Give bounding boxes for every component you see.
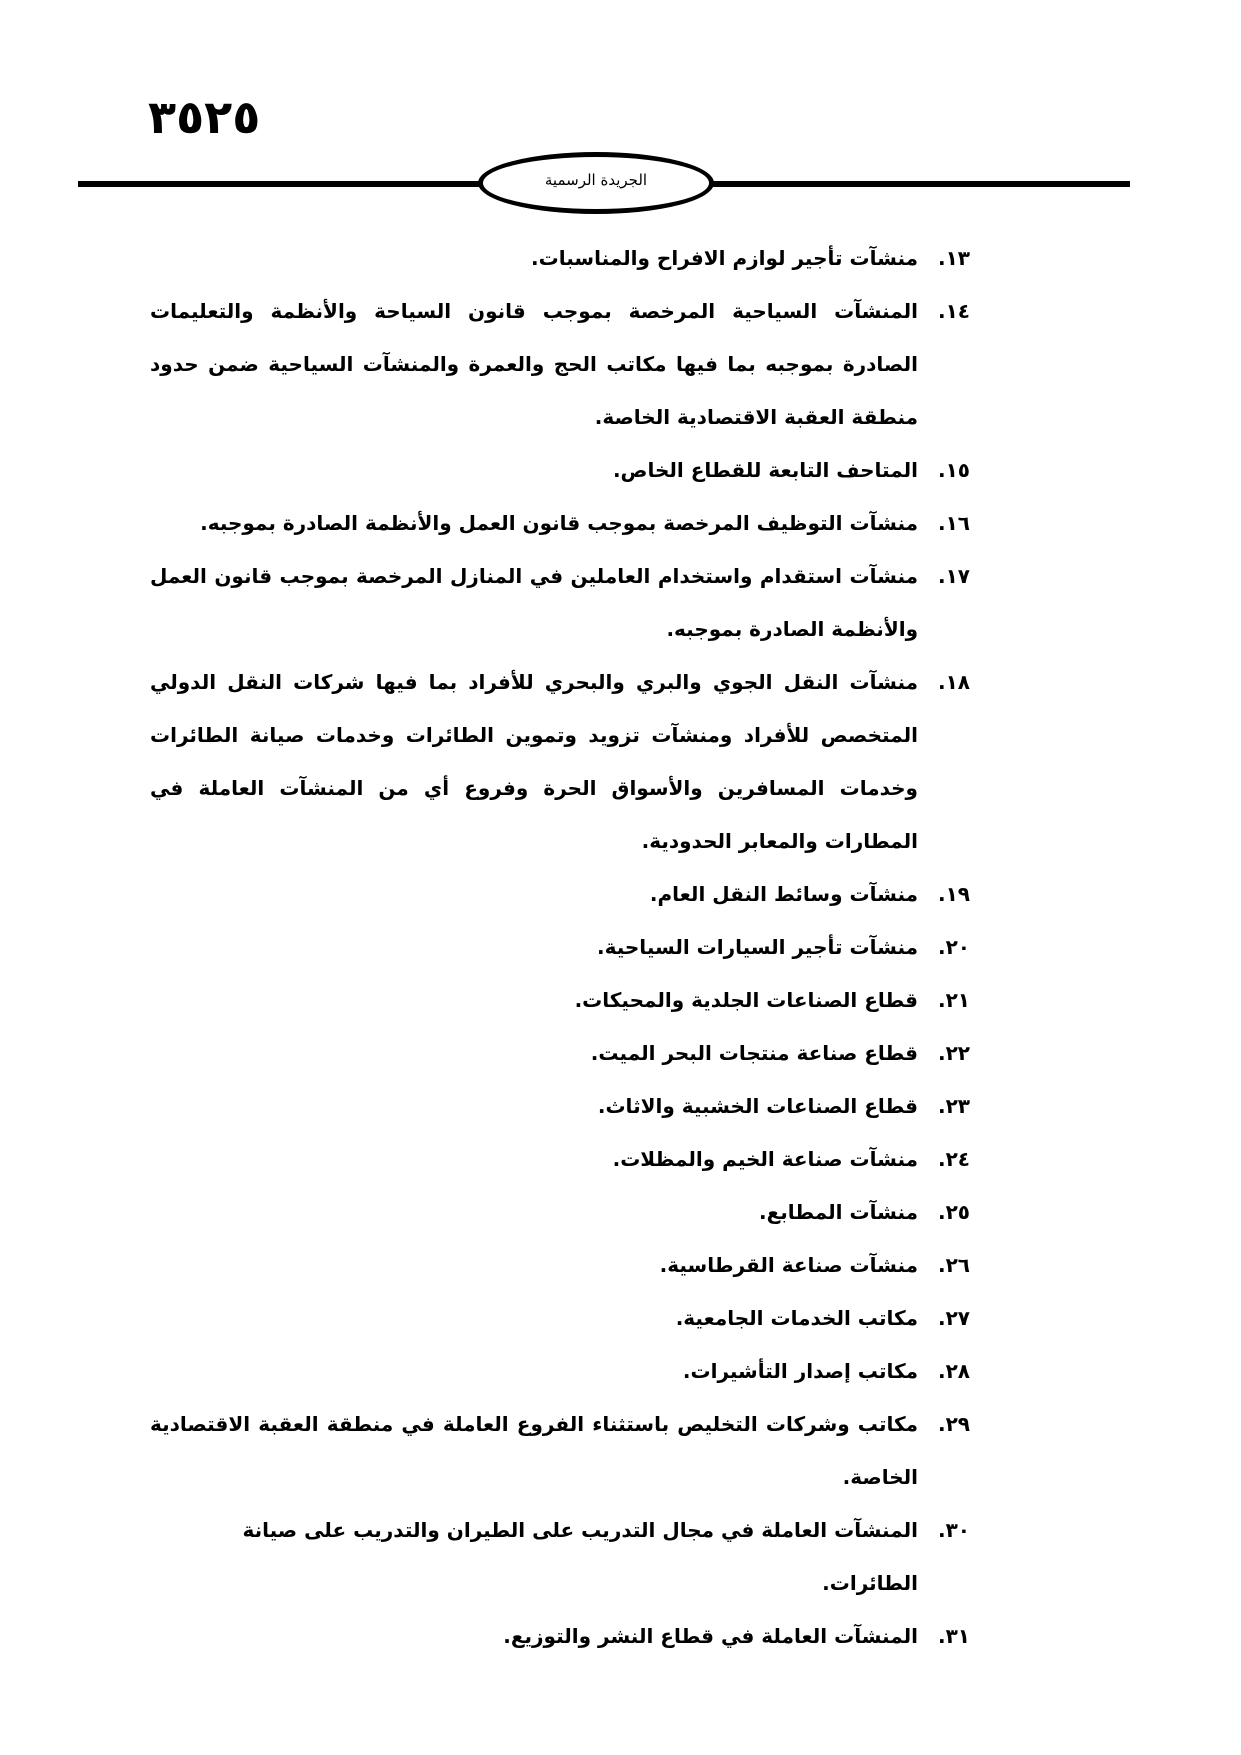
item-number: ٢٩.	[937, 1412, 970, 1436]
item-number: ٢٦.	[937, 1253, 970, 1277]
list-item	[150, 921, 970, 974]
item-number: ١٦.	[937, 511, 970, 535]
list-item	[150, 1239, 970, 1292]
list-item	[150, 1292, 970, 1345]
item-text: قطاع صناعة منتجات البحر الميت.	[590, 1041, 918, 1065]
list-item	[150, 868, 970, 921]
item-number: ٢٥.	[937, 1200, 970, 1224]
header-oval	[478, 152, 714, 214]
item-number: ٢٧.	[937, 1306, 970, 1330]
item-number: ٢٠.	[937, 935, 970, 959]
item-number: ٢١.	[937, 988, 970, 1012]
item-text: قطاع الصناعات الخشبية والاثاث.	[597, 1094, 918, 1118]
item-number: ٢٢.	[937, 1041, 970, 1065]
item-text: منشآت تأجير لوازم الافراح والمناسبات.	[531, 246, 918, 270]
list-item	[150, 1186, 970, 1239]
list-item	[150, 285, 970, 444]
item-number: ٢٣.	[937, 1094, 970, 1118]
list-item	[150, 550, 970, 656]
item-text: مكاتب وشركات التخليص باستثناء الفروع العاملة في منطقة العقبة الاقتصادية الخاصة.	[150, 1412, 918, 1489]
item-number: ١٧.	[937, 564, 970, 588]
item-text: المنشآت العاملة في قطاع النشر والتوزيع.	[503, 1624, 918, 1648]
item-text: منشآت تأجير السيارات السياحية.	[597, 935, 918, 959]
list-item	[150, 497, 970, 550]
establishments-list	[150, 232, 970, 1663]
item-text: منشآت التوظيف المرخصة بموجب قانون العمل والأنظمة الصادرة بموجبه.	[200, 511, 918, 535]
page-number: ٣٥٢٥	[148, 90, 261, 144]
item-number: ١٩.	[937, 882, 970, 906]
list-item	[150, 232, 970, 285]
item-number: ٣٠.	[937, 1518, 970, 1542]
list-item	[150, 1133, 970, 1186]
list-item	[150, 1080, 970, 1133]
item-text: مكاتب الخدمات الجامعية.	[675, 1306, 918, 1330]
item-text: المنشآت العاملة في مجال التدريب على الطيران والتدريب على صيانة الطائرات.	[242, 1518, 918, 1595]
item-text: منشآت صناعة الخيم والمظلات.	[612, 1147, 918, 1171]
item-number: ٢٤.	[937, 1147, 970, 1171]
list-item	[150, 974, 970, 1027]
item-text: المنشآت السياحية المرخصة بموجب قانون السياحة والأنظمة والتعليمات الصادرة بموجبه بما فيها مكاتب الحج والعمرة والمنشآت السياحية ضمن حدود منطقة العقبة الاقتصادية الخاصة.	[150, 299, 918, 429]
list-item	[150, 1610, 970, 1663]
item-number: ١٥.	[937, 458, 970, 482]
gazette-title: الجريدة الرسمية	[544, 171, 648, 189]
list-item	[150, 444, 970, 497]
item-number: ١٣.	[937, 246, 970, 270]
item-text: منشآت استقدام واستخدام العاملين في المنازل المرخصة بموجب قانون العمل والأنظمة الصادرة بموجبه.	[150, 564, 918, 641]
list-item	[150, 1027, 970, 1080]
list-item	[150, 1398, 970, 1504]
list-item	[150, 1504, 970, 1610]
item-text: قطاع الصناعات الجلدية والمحيكات.	[574, 988, 918, 1012]
list-item	[150, 1345, 970, 1398]
item-number: ٣١.	[937, 1624, 970, 1648]
list-item	[150, 656, 970, 868]
item-number: ١٨.	[937, 670, 970, 694]
item-text: مكاتب إصدار التأشيرات.	[682, 1359, 918, 1383]
item-text: المتاحف التابعة للقطاع الخاص.	[612, 458, 918, 482]
item-number: ١٤.	[937, 299, 970, 323]
item-text: منشآت النقل الجوي والبري والبحري للأفراد بما فيها شركات النقل الدولي المتخصص للأفراد ومنشآت تزويد وتموين الطائرات وخدمات صيانة الطائرات وخدمات المسافرين والأسواق الحرة وفروع أي من المنشآت العاملة في المطارات والمعابر الحدودية.	[150, 670, 918, 853]
item-text: منشآت صناعة القرطاسية.	[659, 1253, 918, 1277]
item-text: منشآت وسائط النقل العام.	[649, 882, 918, 906]
item-number: ٢٨.	[937, 1359, 970, 1383]
item-text: منشآت المطابع.	[758, 1200, 918, 1224]
